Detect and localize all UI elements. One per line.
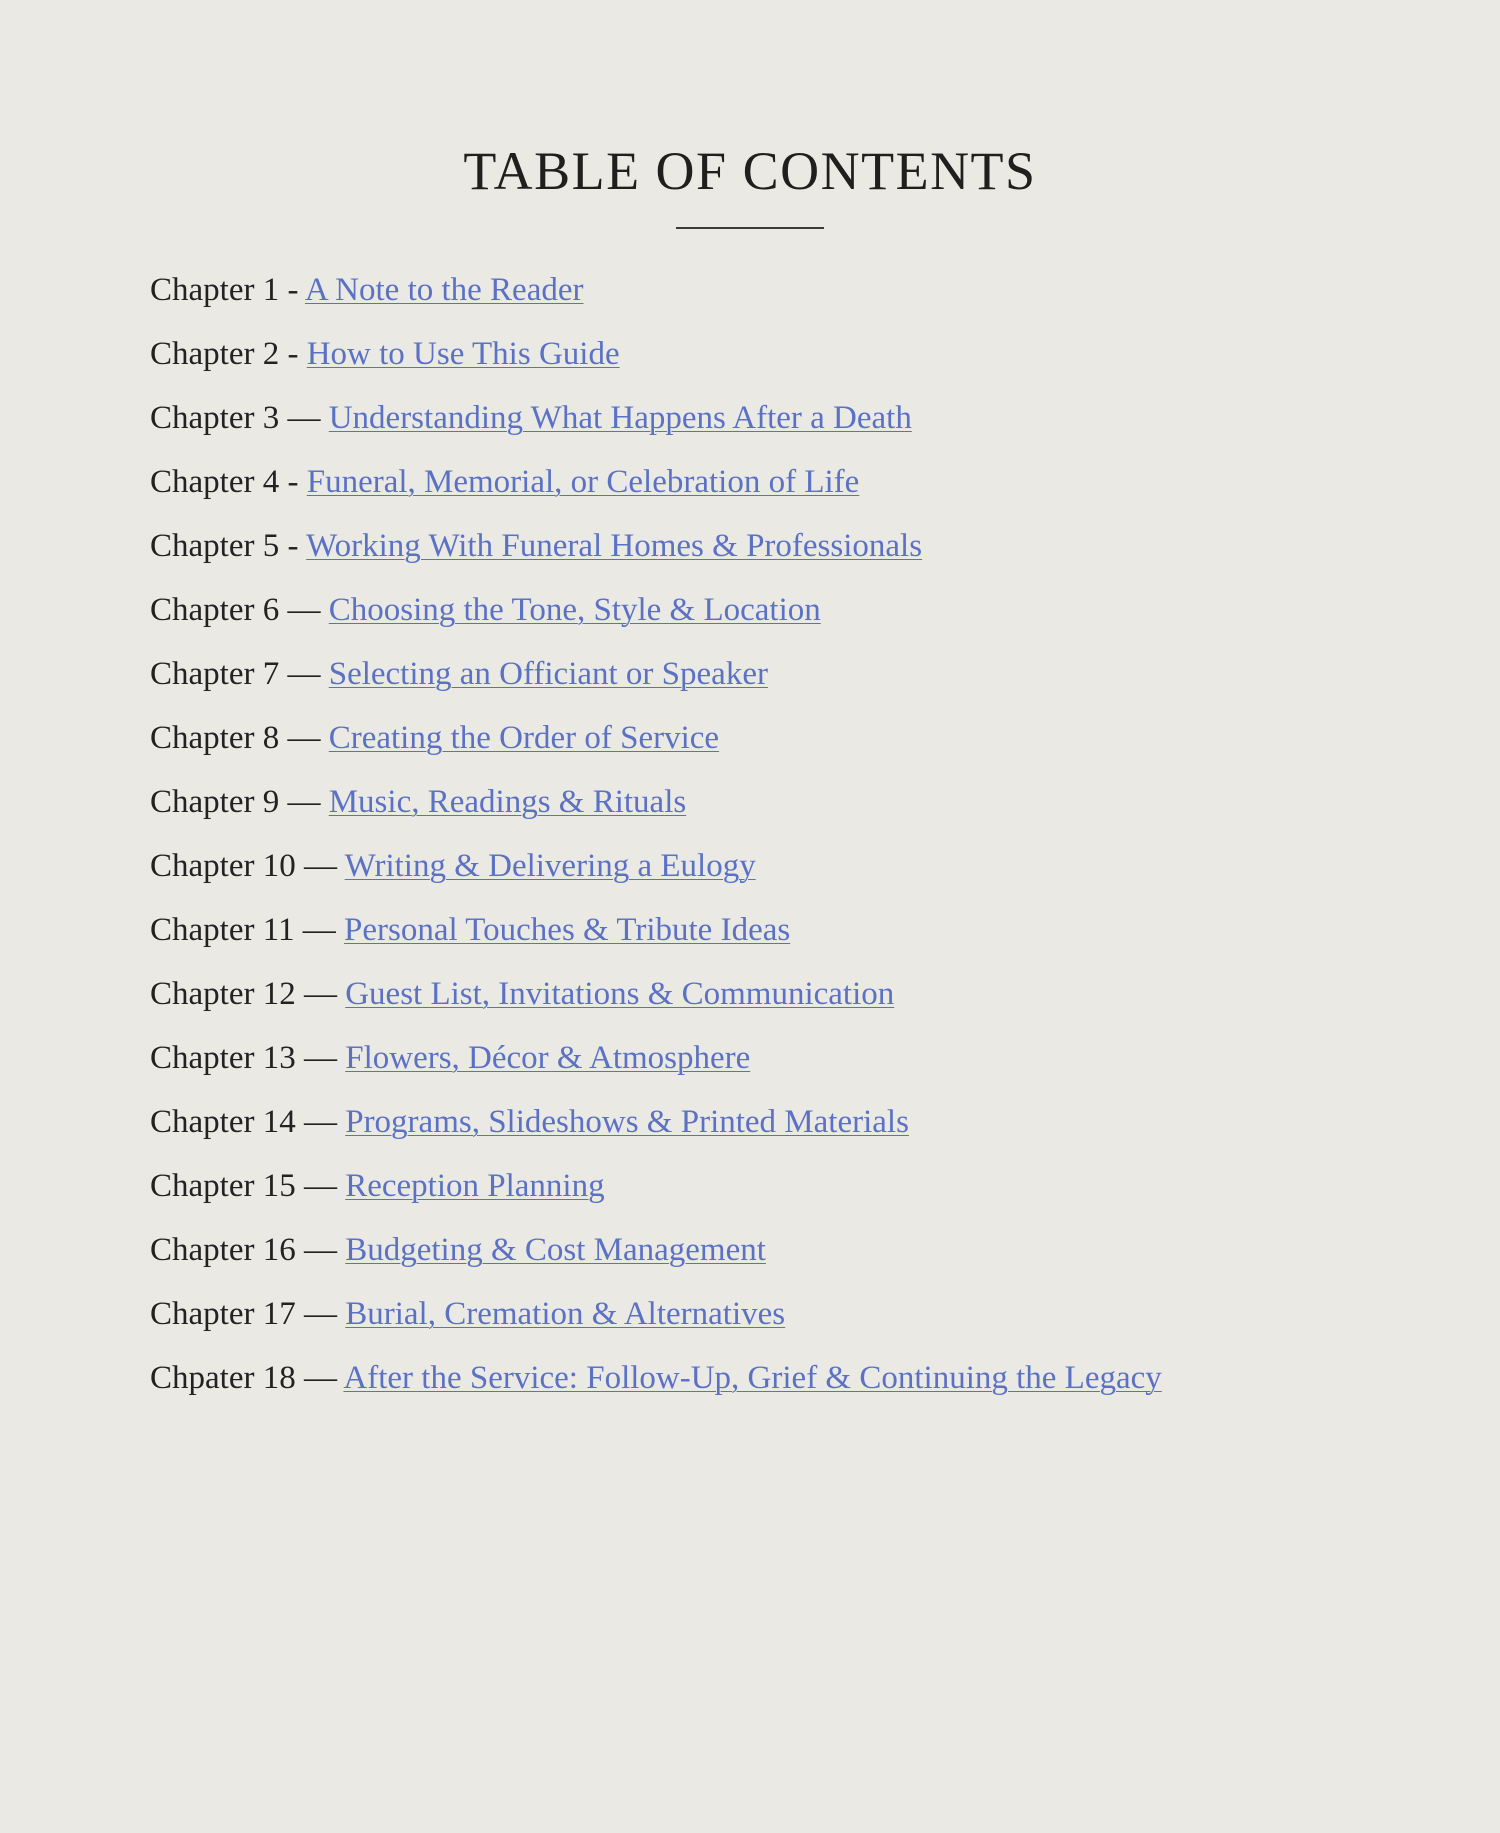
toc-entry-link[interactable]: Choosing the Tone, Style & Location xyxy=(328,592,821,628)
toc-entry-link[interactable]: Understanding What Happens After a Death xyxy=(328,400,912,436)
toc-entry-label: Chapter 17 xyxy=(150,1296,296,1332)
toc-entry-separator: — xyxy=(303,1104,337,1140)
toc-entry-label: Chapter 10 xyxy=(150,848,296,884)
toc-entry-label: Chapter 3 xyxy=(150,400,280,436)
toc-entry-label: Chapter 13 xyxy=(150,1040,296,1076)
toc-entry-link[interactable]: Programs, Slideshows & Printed Materials xyxy=(345,1104,909,1140)
toc-entry-link[interactable]: Music, Readings & Rituals xyxy=(328,784,687,820)
toc-entry xyxy=(150,514,1380,578)
toc-entry-label: Chapter 6 xyxy=(150,592,280,628)
toc-entry-separator: — xyxy=(303,1168,337,1204)
toc-entry-separator: - xyxy=(287,464,299,500)
toc-entry xyxy=(150,642,1380,706)
toc-entry-label: Chapter 11 xyxy=(150,912,295,948)
toc-entry-link[interactable]: Burial, Cremation & Alternatives xyxy=(345,1296,786,1332)
toc-entry xyxy=(150,1218,1380,1282)
toc-entry-label: Chapter 4 xyxy=(150,464,280,500)
toc-entry-separator: - xyxy=(287,272,299,308)
toc-entry-separator: — xyxy=(303,1040,337,1076)
toc-entry-separator: - xyxy=(287,528,299,564)
toc-entry-separator: — xyxy=(287,592,321,628)
toc-entry-link[interactable]: Reception Planning xyxy=(345,1168,605,1204)
table-of-contents-list xyxy=(150,258,1380,1410)
toc-entry-separator: — xyxy=(287,720,321,756)
toc-entry-label: Chapter 5 xyxy=(150,528,280,564)
toc-entry-label: Chapter 2 xyxy=(150,336,280,372)
page-title: TABLE OF CONTENTS xyxy=(463,141,1037,201)
toc-entry-link[interactable]: After the Service: Follow-Up, Grief & Continuing the Legacy xyxy=(343,1360,1162,1396)
toc-entry xyxy=(150,706,1380,770)
toc-entry xyxy=(150,578,1380,642)
toc-entry xyxy=(150,962,1380,1026)
toc-entry xyxy=(150,898,1380,962)
toc-entry-separator: — xyxy=(303,1296,337,1332)
toc-entry-link[interactable]: Working With Funeral Homes & Professionals xyxy=(306,528,923,564)
toc-entry-label: Chapter 12 xyxy=(150,976,296,1012)
toc-entry-link[interactable]: Budgeting & Cost Management xyxy=(345,1232,766,1268)
toc-entry-label: Chapter 14 xyxy=(150,1104,296,1140)
toc-entry-link[interactable]: How to Use This Guide xyxy=(306,336,620,372)
toc-entry-separator: — xyxy=(287,656,321,692)
toc-entry xyxy=(150,450,1380,514)
toc-entry-separator: — xyxy=(303,1232,337,1268)
toc-entry-label: Chapter 15 xyxy=(150,1168,296,1204)
title-divider xyxy=(676,227,824,229)
toc-entry xyxy=(150,834,1380,898)
toc-entry-label: Chapter 16 xyxy=(150,1232,296,1268)
toc-entry-separator: — xyxy=(302,912,336,948)
toc-entry-link[interactable]: Selecting an Officiant or Speaker xyxy=(328,656,768,692)
toc-entry xyxy=(150,770,1380,834)
toc-entry-label: Chapter 1 xyxy=(150,272,280,308)
toc-entry xyxy=(150,1154,1380,1218)
toc-entry-separator: — xyxy=(303,976,337,1012)
toc-entry xyxy=(150,1282,1380,1346)
toc-entry-link[interactable]: Flowers, Décor & Atmosphere xyxy=(345,1040,751,1076)
toc-entry-label: Chapter 8 xyxy=(150,720,280,756)
toc-entry-label: Chpater 18 xyxy=(150,1360,296,1396)
toc-entry xyxy=(150,386,1380,450)
toc-entry xyxy=(150,322,1380,386)
toc-entry-separator: — xyxy=(303,1360,337,1396)
toc-entry-separator: - xyxy=(287,336,299,372)
toc-entry-link[interactable]: Funeral, Memorial, or Celebration of Life xyxy=(306,464,860,500)
toc-entry xyxy=(150,1346,1380,1410)
toc-entry xyxy=(150,258,1380,322)
toc-entry xyxy=(150,1026,1380,1090)
toc-entry xyxy=(150,1090,1380,1154)
toc-entry-label: Chapter 7 xyxy=(150,656,280,692)
toc-entry-link[interactable]: Personal Touches & Tribute Ideas xyxy=(344,912,791,948)
toc-entry-link[interactable]: Creating the Order of Service xyxy=(328,720,720,756)
toc-entry-separator: — xyxy=(287,784,321,820)
toc-entry-separator: — xyxy=(287,400,321,436)
toc-entry-separator: — xyxy=(303,848,337,884)
toc-entry-link[interactable]: A Note to the Reader xyxy=(304,272,584,308)
toc-entry-link[interactable]: Writing & Delivering a Eulogy xyxy=(344,848,756,884)
toc-entry-link[interactable]: Guest List, Invitations & Communication xyxy=(345,976,895,1012)
toc-entry-label: Chapter 9 xyxy=(150,784,280,820)
